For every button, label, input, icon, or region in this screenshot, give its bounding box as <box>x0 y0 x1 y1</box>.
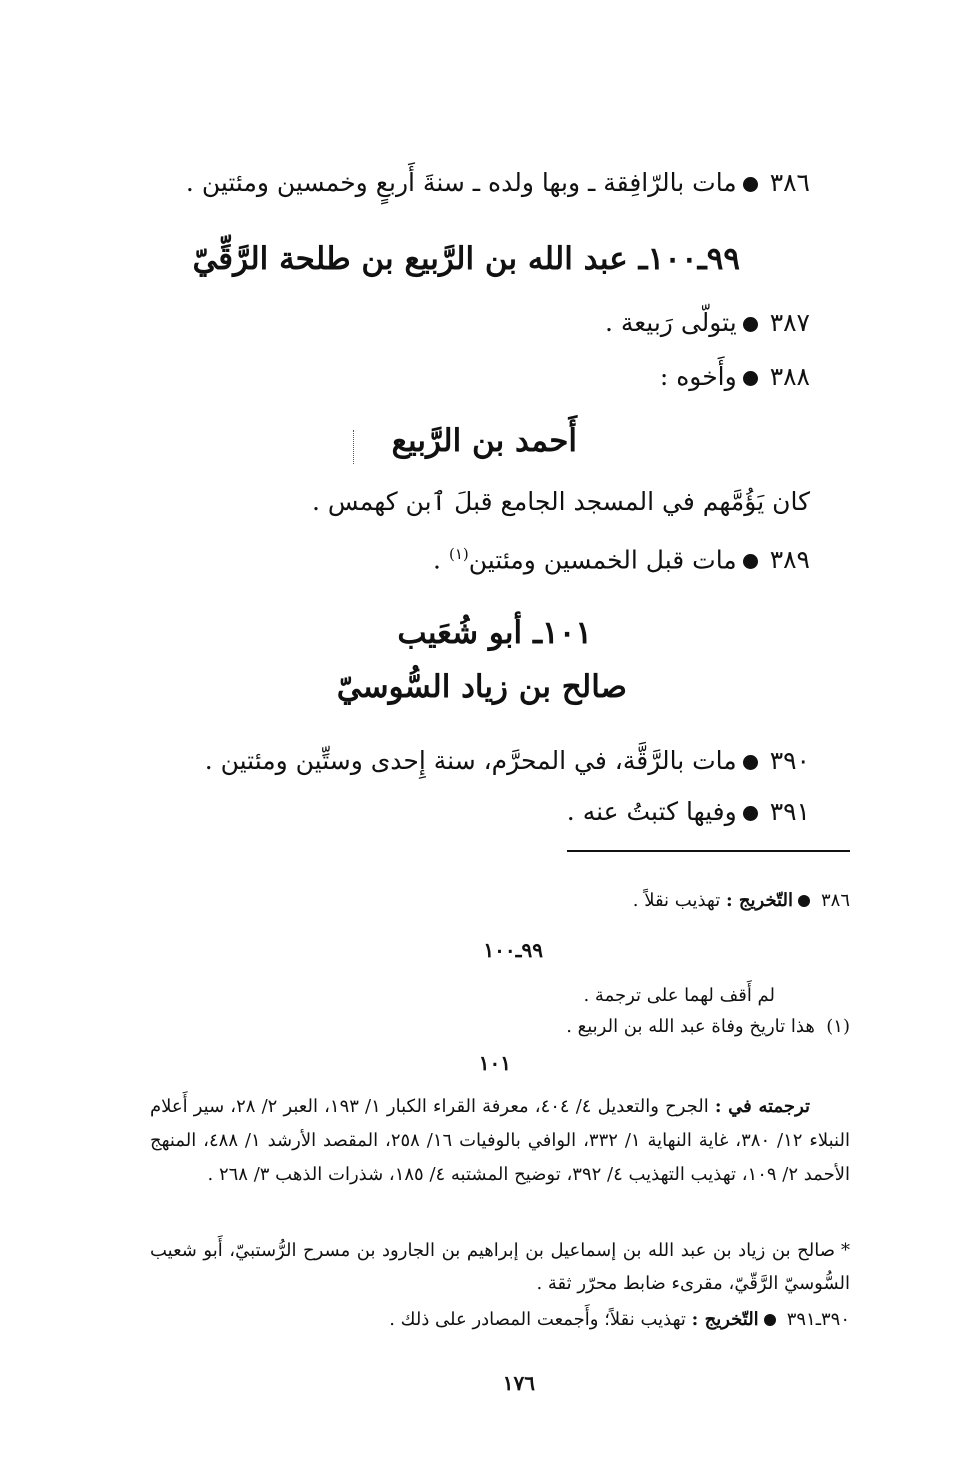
entry-390 <box>205 744 810 778</box>
entry-387 <box>605 306 810 340</box>
footnote-number: ٣٨٦ <box>820 890 850 911</box>
kana-line: كان يَؤُمَّهم في المسجد الجامع قبلَ ٱبن كهمس . <box>311 487 810 516</box>
entry-end: . <box>433 545 449 575</box>
bullet-icon <box>743 554 758 569</box>
salih-text: صالح بن زياد بن عبد الله بن إسماعيل بن إبراهيم بن الجارود بن مسرح الرُّستبيّ، أَبو شعيب السُّوسيّ الرَّقّيّ، مقرىء ضابط محرّر ثقة . <box>150 1240 850 1294</box>
heading-ahmad: أَحمد بن الرَّبيع <box>391 423 577 459</box>
entry-text: مات بالرَّقَّة، في المحرَّم، سنة إِحدى وستِّين ومئتين . <box>204 746 737 775</box>
footnote-heading-99-100: ٩٩ـ١٠٠ <box>483 938 543 962</box>
entry-text: وفيها كتبتُ عنه . <box>566 797 737 826</box>
tarjama-text: الجرح والتعديل ٤/ ٤٠٤، معرفة القراء الكبار ١/ ١٩٣، العبر ٢/ ٢٨، سير أَعلام النبلاء ١٢/ ٣٨٠، غاية النهاية ١/ ٣٣٢، الوافي بالوفيات ١٦/ ٢٥٨، المقصد الأرشد ١/ ٤٨٨، المنهج الأحمد ٢/ ١٠٩، تهذيب التهذيب ٤/ ٣٩٢، توضيح المشتبه ٤/ ١٨٥، شذرات الذهب ٣/ ٢٦٨ . <box>150 1096 850 1185</box>
bullet-icon <box>764 1314 776 1326</box>
heading-99-100: ٩٩ـ١٠٠ـ عبد الله بن الرَّبيع بن طلحة الرَّقِّيّ <box>192 241 740 277</box>
heading-101: ١٠١ـ أبو شُعَيب <box>397 615 592 651</box>
no-translation-note: لم أَقف لهما على ترجمة . <box>583 985 775 1006</box>
entry-386 <box>186 166 810 200</box>
footnote-heading-101: ١٠١ <box>478 1051 511 1075</box>
asterisk-icon: * <box>841 1240 850 1261</box>
entry-number: ٣٨٦ <box>769 168 810 197</box>
footnote-label: التّخريج : <box>691 1309 759 1330</box>
bullet-icon <box>798 895 810 907</box>
entry-388 <box>660 360 810 394</box>
entry-text: يتولّى رَبيعة . <box>604 308 737 337</box>
page-number: ١٧٦ <box>502 1371 535 1395</box>
tarjama-paragraph <box>150 1090 850 1192</box>
bullet-icon <box>743 755 758 770</box>
footnote-text: تهذيب نقلاً؛ وأَجمعت المصادر على ذلك . <box>389 1309 686 1330</box>
footnote-390-391 <box>389 1306 850 1334</box>
footnote-text: تهذيب نقلاً . <box>632 890 721 911</box>
footnote-marker: (١) <box>826 1016 850 1037</box>
footnote-number: ٣٩٠ـ٣٩١ <box>786 1309 850 1330</box>
margin-mark <box>353 430 358 464</box>
bullet-icon <box>743 177 758 192</box>
footnote-label: التّخريج : <box>725 890 793 911</box>
entry-391 <box>567 795 810 829</box>
entry-text: مات قبل الخمسين ومئتين <box>468 545 737 575</box>
bullet-icon <box>743 317 758 332</box>
footnote-1 <box>566 1013 850 1041</box>
entry-number: ٣٨٧ <box>769 308 810 337</box>
salih-paragraph <box>150 1234 850 1300</box>
footnote-386 <box>633 887 850 915</box>
bullet-icon <box>743 806 758 821</box>
entry-number: ٣٨٨ <box>769 362 810 391</box>
footnote-divider <box>567 850 850 852</box>
entry-text: وأَخوه : <box>659 362 737 391</box>
entry-text: مات بالرّافِقة ـ وبها ولده ـ سنةَ أَربعٍ وخمسين ومئتين . <box>185 168 737 197</box>
entry-number: ٣٨٩ <box>769 545 810 575</box>
bullet-icon <box>743 371 758 386</box>
footnote-text: هذا تاريخ وفاة عبد الله بن الربيع . <box>566 1016 815 1037</box>
entry-number: ٣٩٠ <box>769 746 810 775</box>
heading-salih: صالح بن زياد السُّوسيّ <box>336 669 627 705</box>
entry-389 <box>433 537 810 577</box>
entry-number: ٣٩١ <box>769 797 810 826</box>
footnote-ref: (١) <box>448 545 469 563</box>
tarjama-label: ترجمته في : <box>714 1096 811 1117</box>
